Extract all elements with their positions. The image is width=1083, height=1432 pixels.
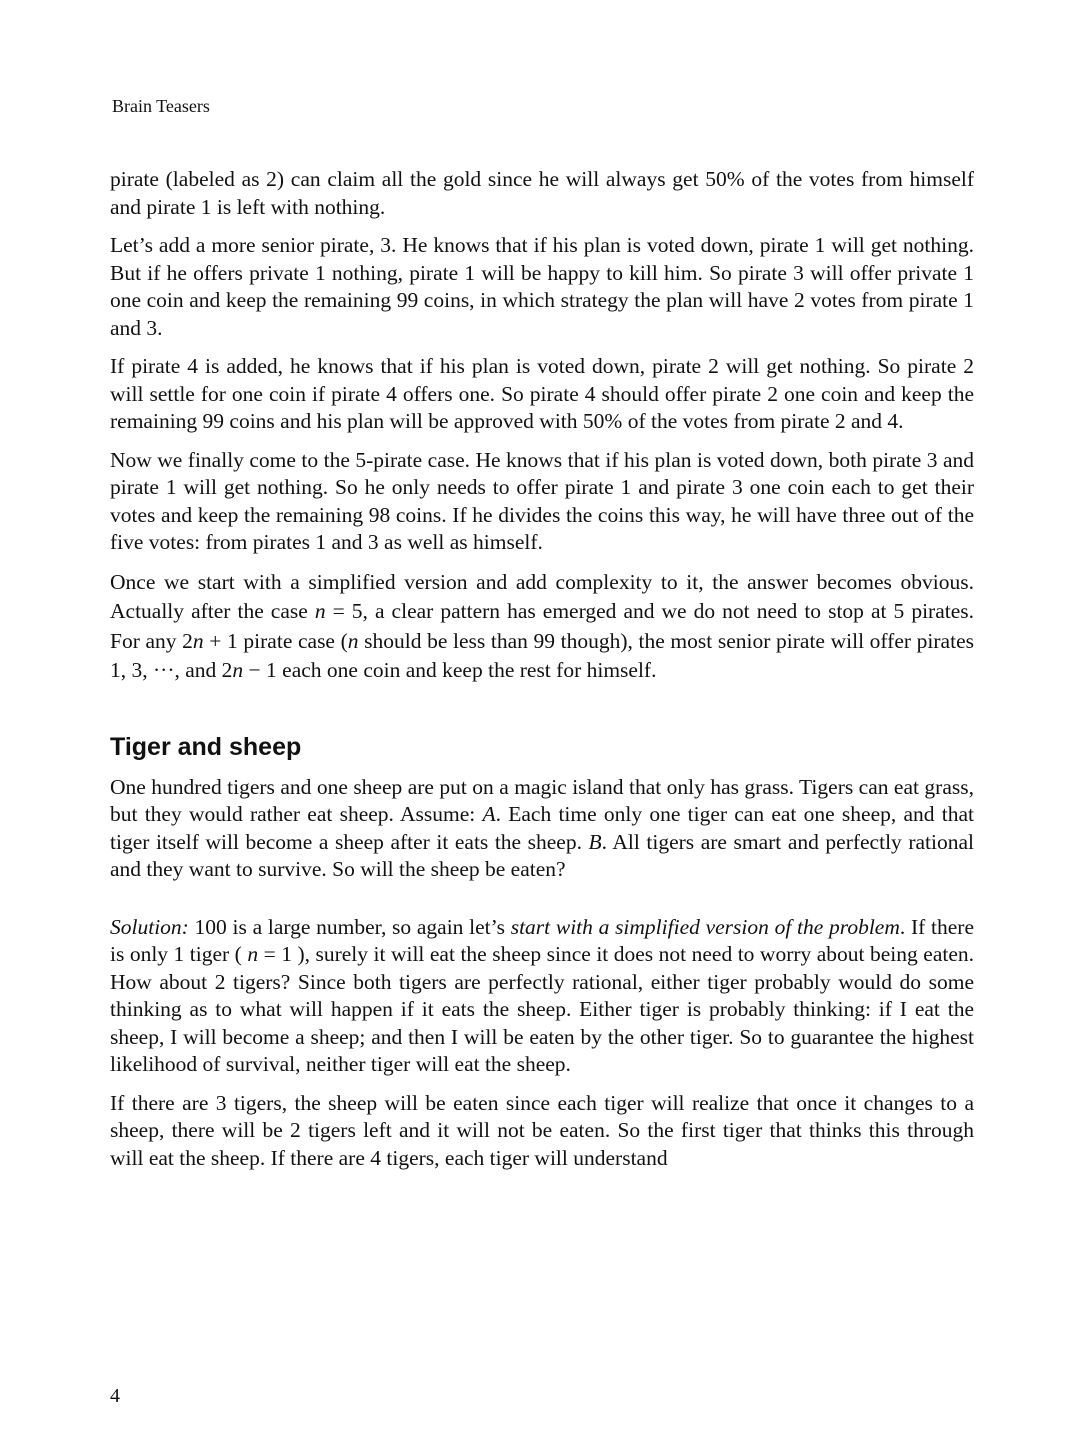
- running-head: Brain Teasers: [112, 96, 210, 116]
- page-body: [110, 166, 974, 1183]
- paragraph-tiger-problem: One hundred tigers and one sheep are put on a magic island that only has grass. Tigers can eat grass, but they would rather eat sheep. Assume: A. Each time only one tiger can eat one sheep, and that tiger itself will become a sheep after it eats the sheep. B. All tigers are smart and perfectly rational and they want to survive. So will the sheep be eaten?: [110, 774, 975, 881]
- paragraph-pirate-general: Once we start with a simplified version and add complexity to it, the answer becomes obvious. Actually after the case n = 5, a clear pattern has emerged and we do not need to stop at 5 pirates. For any 2n + 1 pirate case (n should be less than 99 though), the most senior pirate will offer pirates 1, 3, ···, and 2n − 1 each one coin and keep the rest for himself.: [110, 569, 975, 682]
- page-number: 4: [110, 1385, 120, 1407]
- section-heading: Tiger and sheep: [110, 732, 302, 761]
- paragraph-pirate-2: pirate (labeled as 2) can claim all the gold since he will always get 50% of the votes from himself and pirate 1 is left with nothing.: [110, 167, 974, 219]
- paragraph-pirate-3: Let’s add a more senior pirate, 3. He knows that if his plan is voted down, pirate 1 will get nothing. But if he offers private 1 nothing, pirate 1 will be happy to kill him. So pirate 3 will offer private 1 one coin and keep the remaining 99 coins, in which strategy the plan will have 2 votes from pirate 1 and 3.: [110, 233, 974, 340]
- solution-label: Solution:: [110, 914, 189, 939]
- paragraph-pirate-5: Now we finally come to the 5-pirate case. He knows that if his plan is voted down, both pirate 3 and pirate 1 will get nothing. So he only needs to offer pirate 1 and pirate 3 one coin each to get their votes and keep the remaining 98 coins. If he divides the coins this way, he will have three out of the five votes: from pirates 1 and 3 as well as himself.: [110, 447, 974, 554]
- paragraph-tiger-3: If there are 3 tigers, the sheep will be eaten since each tiger will realize that once it changes to a sheep, there will be 2 tigers left and it will not be eaten. So the first tiger that thinks this through will eat the sheep. If there are 4 tigers, each tiger will understand: [110, 1090, 974, 1170]
- paragraph-tiger-solution: Solution: 100 is a large number, so again let’s start with a simplified version of the problem. If there is only 1 tiger ( n = 1 ), surely it will eat the sheep since it does not need to worry about being eaten. How about 2 tigers? Since both tigers are perfectly rational, either tiger probably would do some thinking as to what will happen if it eats the sheep. Either tiger is probably thinking: if I eat the sheep, I will become a sheep; and then I will be eaten by the other tiger. So to guarantee the highest likelihood of survival, neither tiger will eat the sheep.: [110, 914, 975, 1076]
- paragraph-pirate-4: If pirate 4 is added, he knows that if his plan is voted down, pirate 2 will get nothing. So pirate 2 will settle for one coin if pirate 4 offers one. So pirate 4 should offer pirate 2 one coin and keep the remaining 99 coins and his plan will be approved with 50% of the votes from pirate 2 and 4.: [110, 354, 974, 433]
